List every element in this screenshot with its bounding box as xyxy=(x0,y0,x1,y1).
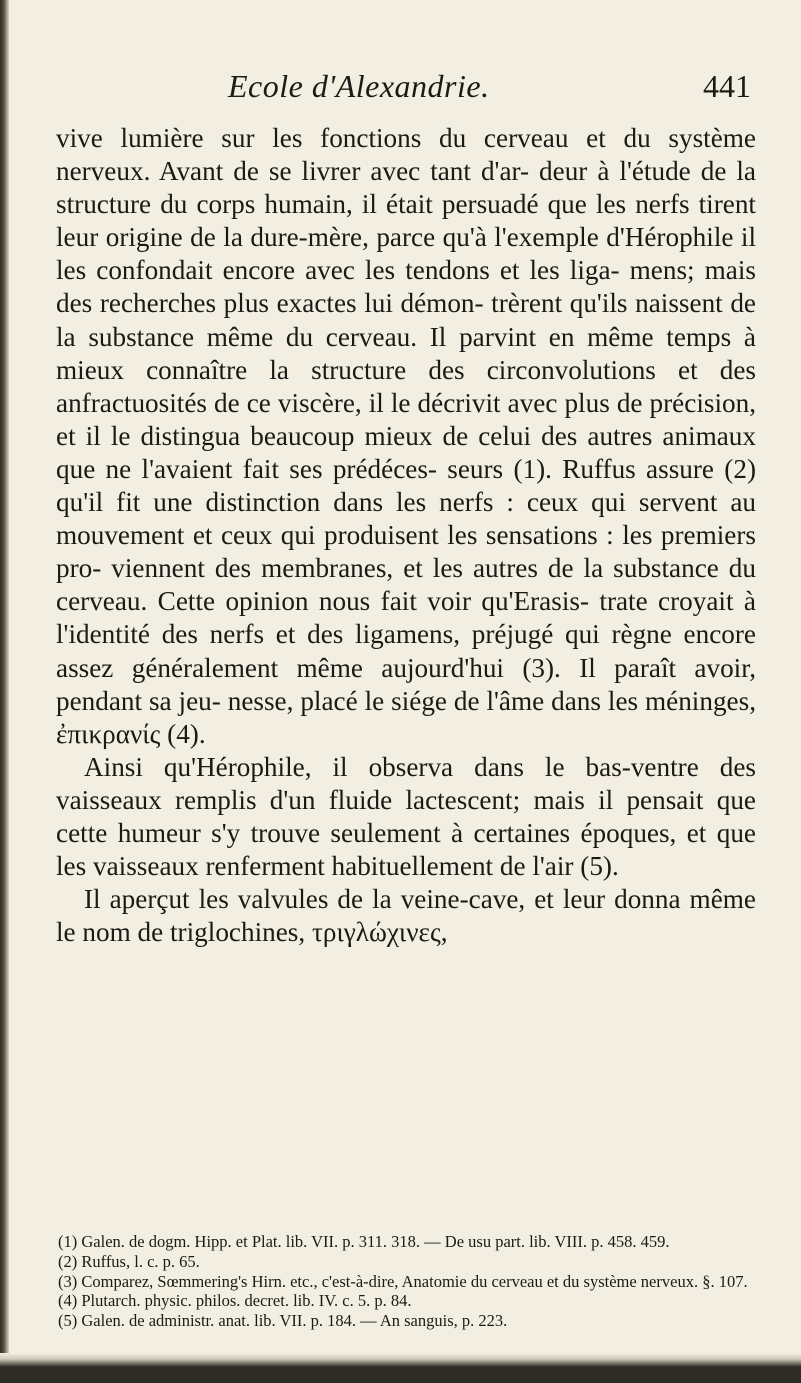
paragraph: vive lumière sur les fonctions du cerveau et du système nerveux. Avant de se livrer avec tant d'ar- deur à l'étude de la structure du corps humain, il était persuadé que les nerfs tirent leur origine de la dure-mère, parce qu'à l'exemple d'Hérophile il les confondait encore avec les tendons et les liga- mens; mais des recherches plus exactes lui démon- trèrent qu'ils naissent de la substance même du cerveau. Il parvint en même temps à mieux connaître la structure des circonvolutions et des anfractuosités de ce viscère, il le décrivit avec plus de précision, et il le distingua beaucoup mieux de celui des autres animaux que ne l'avaient fait ses prédéces- seurs (1). Ruffus assure (2) qu'il fit une distinction dans les nerfs : ceux qui servent au mouvement et ceux qui produisent les sensations : les premiers pro- viennent des membranes, et les autres de la substance du cerveau. Cette opinion nous fait voir qu'Erasis- trate croyait à l'identité des nerfs et des ligamens, préjugé qui règne encore assez généralement même aujourd'hui (3). Il paraît avoir, pendant sa jeu- nesse, placé le siége de l'âme dans les méninges, ἐπικρανίς (4). xyxy=(56,123,756,749)
footnote: (1) Galen. de dogm. Hipp. et Plat. lib. VII. p. 311. 318. — De usu part. lib. VIII. p. 458. 459. xyxy=(58,1232,670,1251)
footnote: (5) Galen. de administr. anat. lib. VII. p. 184. — An sanguis, p. 223. xyxy=(58,1311,508,1331)
body-text xyxy=(56,122,756,949)
running-title: Ecole d'Alexandrie. xyxy=(228,68,490,104)
footnote: (3) Comparez, Sœmmering's Hirn. etc., c'est-à-dire, Anatomie du cerveau et du système nerveux. §. 107. xyxy=(58,1271,748,1291)
page-number: 441 xyxy=(703,68,751,104)
paragraph: Il aperçut les valvules de la veine-cave, et leur donna même le nom de triglochines, τριγλώχινες, xyxy=(56,884,756,948)
page-binding-edge xyxy=(0,0,9,1383)
footnotes xyxy=(56,1232,766,1331)
page-header xyxy=(228,68,751,108)
footnote: (2) Ruffus, l. c. p. 65. xyxy=(58,1251,200,1271)
paragraph: Ainsi qu'Hérophile, il observa dans le bas-ventre des vaisseaux remplis d'un fluide lactescent; mais il pensait que cette humeur s'y trouve seulement à certaines époques, et que les vaisseaux renferment habituellement de l'air (5). xyxy=(56,751,756,882)
footnote: (4) Plutarch. physic. philos. decret. lib. IV. c. 5. p. 84. xyxy=(58,1291,412,1311)
scan-bottom-edge xyxy=(0,1353,801,1383)
